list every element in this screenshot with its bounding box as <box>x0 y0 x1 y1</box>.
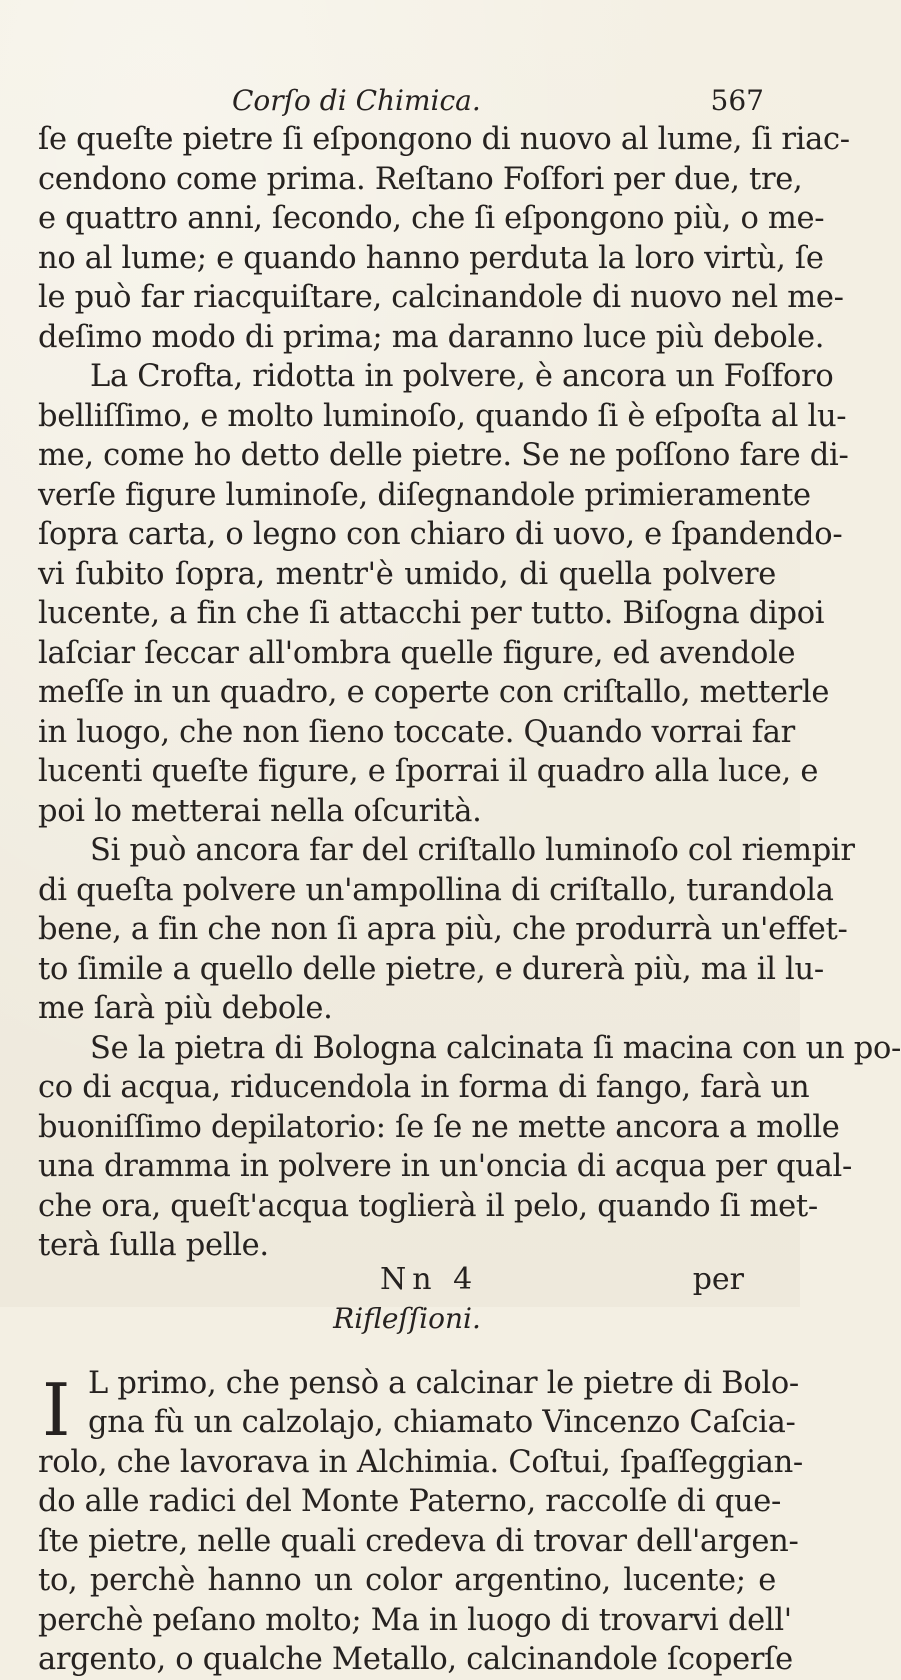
text-line: argento, o qualche Metallo, calcinandole ſcoperſe <box>38 1642 793 1677</box>
text-line: ſopra carta, o legno con chiaro di uovo, e ſpandendo- <box>38 517 843 552</box>
text-line: ſte pietre, nelle quali credeva di trovar dell'argen- <box>38 1523 799 1559</box>
text-line: co di acqua, riducendola in forma di fango, farà un <box>38 1070 810 1105</box>
paragraph-3 <box>38 831 855 1029</box>
text-line: lucente, a fin che ſi attacchi per tutto. Biſogna dipoi <box>38 596 825 631</box>
text-line: laſciar ſeccar all'ombra quelle figure, ed avendole <box>38 635 796 671</box>
text-line: lucenti queſte figure, e ſporrai il quadro alla luce, e <box>38 754 819 789</box>
text-line: gna fù un calzolajo, chiamato Vincenzo Caſcia- <box>88 1405 796 1440</box>
text-line: che ora, queſt'acqua toglierà il pelo, quando ſi met- <box>38 1188 818 1224</box>
text-line: in luogo, che non ſieno toccate. Quando vorrai far <box>38 714 795 750</box>
text-line: La Crofta, ridotta in polvere, è ancora un Foſforo <box>90 359 834 394</box>
text-line: buoniſſimo depilatorio: ſe ſe ne mette ancora a molle <box>38 1109 840 1145</box>
text-line: no al lume; e quando hanno perduta la loro virtù, ſe <box>38 240 824 276</box>
paragraph-2 <box>38 357 849 831</box>
text-line: bene, a fin che non ſi apra più, che produrrà un'effet- <box>38 912 848 947</box>
text-line: rolo, che lavorava in Alchimia. Coſtui, ſpaſſeggian- <box>38 1444 803 1480</box>
text-line: e quattro anni, ſecondo, che ſi eſpongono più, o me- <box>38 201 825 236</box>
text-line: do alle radici del Monte Paterno, raccolſe di que- <box>38 1484 782 1519</box>
text-line: me, come ho detto delle pietre. Se ne poſſono fare di- <box>38 438 849 473</box>
text-line: belliſſimo, e molto luminoſo, quando ſi è eſpoſta al lu- <box>38 398 847 434</box>
text-line: cendono come prima. Reſtano Foſfori per due, tre, <box>38 161 803 197</box>
reflection-paragraph <box>38 1364 803 1680</box>
text-line: di queſta polvere un'ampollina di criſtallo, turandola <box>38 872 834 908</box>
text-line: una dramma in polvere in un'oncia di acqua per qual- <box>38 1149 852 1184</box>
text-body <box>38 120 901 1680</box>
catchword: per <box>692 1262 744 1297</box>
page-header <box>232 84 792 124</box>
signature-mark: Nn 4 <box>380 1262 479 1297</box>
text-line: Si può ancora far del criſtallo luminoſo col riempir <box>90 833 855 868</box>
text-line: poi lo metterai nella oſcurità. <box>38 793 482 829</box>
running-title: Corſo di Chimica. <box>232 84 481 117</box>
page-number: 567 <box>710 84 764 117</box>
section-heading: Rifleſſioni. <box>333 1301 481 1335</box>
text-line: ſe queſte pietre ſi eſpongono di nuovo al lume, ſi riac- <box>38 122 850 157</box>
text-line: verſe figure luminoſe, diſegnandole primieramente <box>38 477 811 513</box>
text-line: deſimo modo di prima; ma daranno luce più debole. <box>38 319 825 355</box>
text-line: Se la pietra di Bologna calcinata ſi macina con un po- <box>90 1030 901 1066</box>
drop-cap: I <box>42 1367 71 1452</box>
text-line: le può far riacquiſtare, calcinandole di nuovo nel me- <box>38 280 844 315</box>
paragraph-1 <box>38 120 850 357</box>
paragraph-4 <box>38 1029 901 1266</box>
text-line: me ſarà più debole. <box>38 991 333 1026</box>
text-line: L primo, che pensò a calcinar le pietre di Bolo- <box>88 1365 799 1401</box>
page-footer <box>380 1262 780 1302</box>
text-line: perchè peſano molto; Ma in luogo di trovarvi dell' <box>38 1602 792 1638</box>
text-line: to ſimile a quello delle pietre, e durerà più, ma il lu- <box>38 951 824 987</box>
text-line: terà ſulla pelle. <box>38 1228 269 1263</box>
text-line: vi ſubito ſopra, mentr'è umido, di quella polvere <box>38 556 776 592</box>
text-line: meſſe in un quadro, e coperte con criſtallo, metterle <box>38 675 830 710</box>
text-line: to, perchè hanno un color argentino, lucente; e <box>38 1563 776 1598</box>
